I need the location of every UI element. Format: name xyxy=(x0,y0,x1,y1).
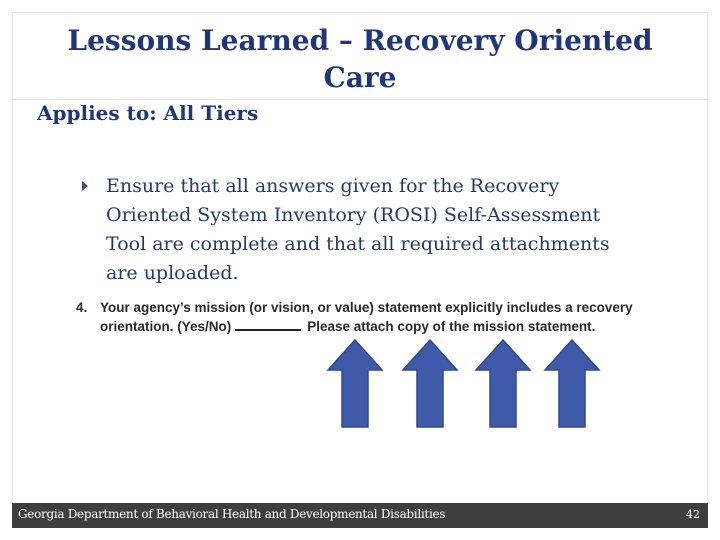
up-arrow-icon xyxy=(476,340,530,427)
slide-title: Lessons Learned – Recovery Oriented Care xyxy=(67,24,653,94)
up-arrow-icon xyxy=(403,340,457,427)
question-number: 4. xyxy=(76,300,88,315)
footer-bar xyxy=(12,503,708,528)
question-line-1: Your agency’s mission (or vision, or value) statement explicitly includes a recovery xyxy=(100,300,633,315)
applies-to-label: Applies to: All Tiers xyxy=(37,101,259,125)
page-number: 42 xyxy=(686,508,700,521)
question-line-2-start: orientation. (Yes/No) xyxy=(100,319,232,334)
bullet-text: Ensure that all answers given for the Recovery Oriented System Inventory (ROSI) Self-Assessment Tool are complete and that all required attachments are uploaded. xyxy=(106,175,610,284)
up-arrow-icon xyxy=(328,340,382,427)
footer-org-name: Georgia Department of Behavioral Health and Developmental Disabilities xyxy=(18,507,446,521)
question-line-2-end: Please attach copy of the mission statement. xyxy=(307,319,596,334)
up-arrow-icon xyxy=(545,340,599,427)
